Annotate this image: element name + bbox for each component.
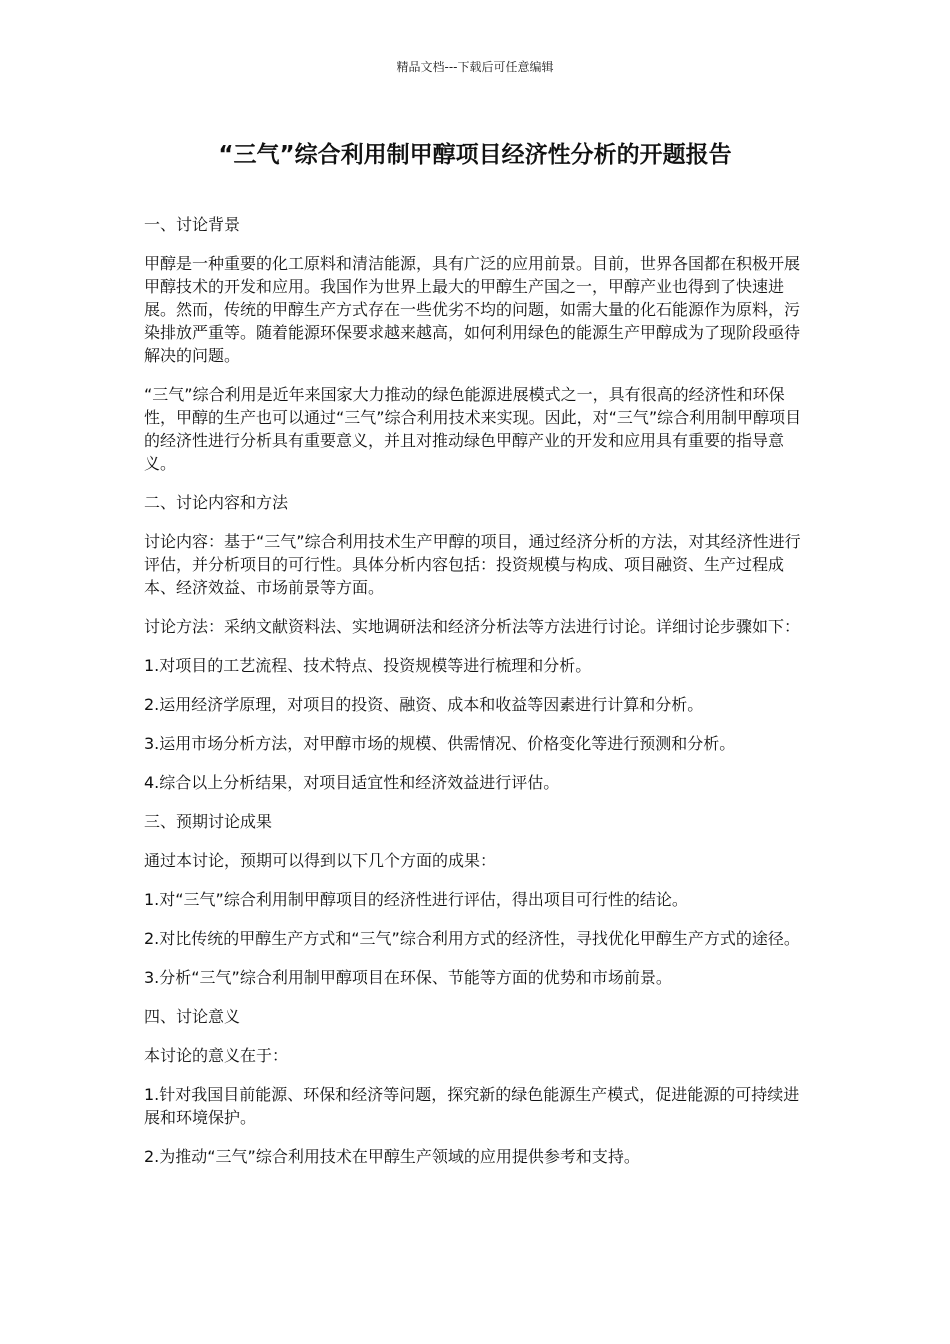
list-item: 3.运用市场分析方法，对甲醇市场的规模、供需情况、价格变化等进行预测和分析。 (144, 734, 736, 753)
list-item: 4.综合以上分析结果，对项目适宜性和经济效益进行评估。 (144, 773, 560, 792)
page-header: 精品文档---下载后可任意编辑 (396, 60, 554, 74)
list-item: 2.运用经济学原理，对项目的投资、融资、成本和收益等因素进行计算和分析。 (144, 695, 704, 714)
paragraph: 本讨论的意义在于： (144, 1046, 289, 1065)
document-title: “三气”综合利用制甲醇项目经济性分析的开题报告 (218, 142, 732, 168)
list-item: 2.对比传统的甲醇生产方式和“三气”综合利用方式的经济性，寻找优化甲醇生产方式的途径。 (144, 929, 800, 948)
paragraph: 讨论方法：采纳文献资料法、实地调研法和经济分析法等方法进行讨论。详细讨论步骤如下： (144, 617, 801, 636)
paragraph: 通过本讨论，预期可以得到以下几个方面的成果： (144, 851, 497, 870)
list-item: 3.分析“三气”综合利用制甲醇项目在环保、节能等方面的优势和市场前景。 (144, 968, 672, 987)
section-heading-expected-results: 三、预期讨论成果 (144, 812, 273, 831)
paragraph: “三气”综合利用是近年来国家大力推动的绿色能源进展模式之一，具有很高的经济性和环保性，甲醇的生产也可以通过“三气”综合利用技术来实现。因此，对“三气”综合利用制甲醇项目的经济性进行分析具有重要意义，并且对推动绿色甲醇产业的开发和应用具有重要的指导意义。 (144, 385, 802, 473)
list-item: 1.针对我国目前能源、环保和经济等问题，探究新的绿色能源生产模式，促进能源的可持续进展和环境保护。 (144, 1085, 800, 1127)
section-heading-background: 一、讨论背景 (144, 215, 241, 234)
document-body (144, 213, 808, 1184)
paragraph: 甲醇是一种重要的化工原料和清洁能源，具有广泛的应用前景。目前，世界各国都在积极开展甲醇技术的开发和应用。我国作为世界上最大的甲醇生产国之一，甲醇产业也得到了快速进展。然而，传统的甲醇生产方式存在一些优劣不均的问题，如需大量的化石能源作为原料，污染排放严重等。随着能源环保要求越来越高，如何利用绿色的能源生产甲醇成为了现阶段亟待解决的问题。 (144, 254, 801, 365)
list-item: 1.对项目的工艺流程、技术特点、投资规模等进行梳理和分析。 (144, 656, 592, 675)
paragraph: 讨论内容：基于“三气”综合利用技术生产甲醇的项目，通过经济分析的方法，对其经济性进行评估，并分析项目的可行性。具体分析内容包括：投资规模与构成、项目融资、生产过程成本、经济效益、市场前景等方面。 (144, 532, 801, 597)
list-item: 2.为推动“三气”综合利用技术在甲醇生产领域的应用提供参考和支持。 (144, 1147, 640, 1166)
list-item: 1.对“三气”综合利用制甲醇项目的经济性进行评估，得出项目可行性的结论。 (144, 890, 688, 909)
section-heading-significance: 四、讨论意义 (144, 1007, 241, 1026)
section-heading-content-method: 二、讨论内容和方法 (144, 493, 289, 512)
